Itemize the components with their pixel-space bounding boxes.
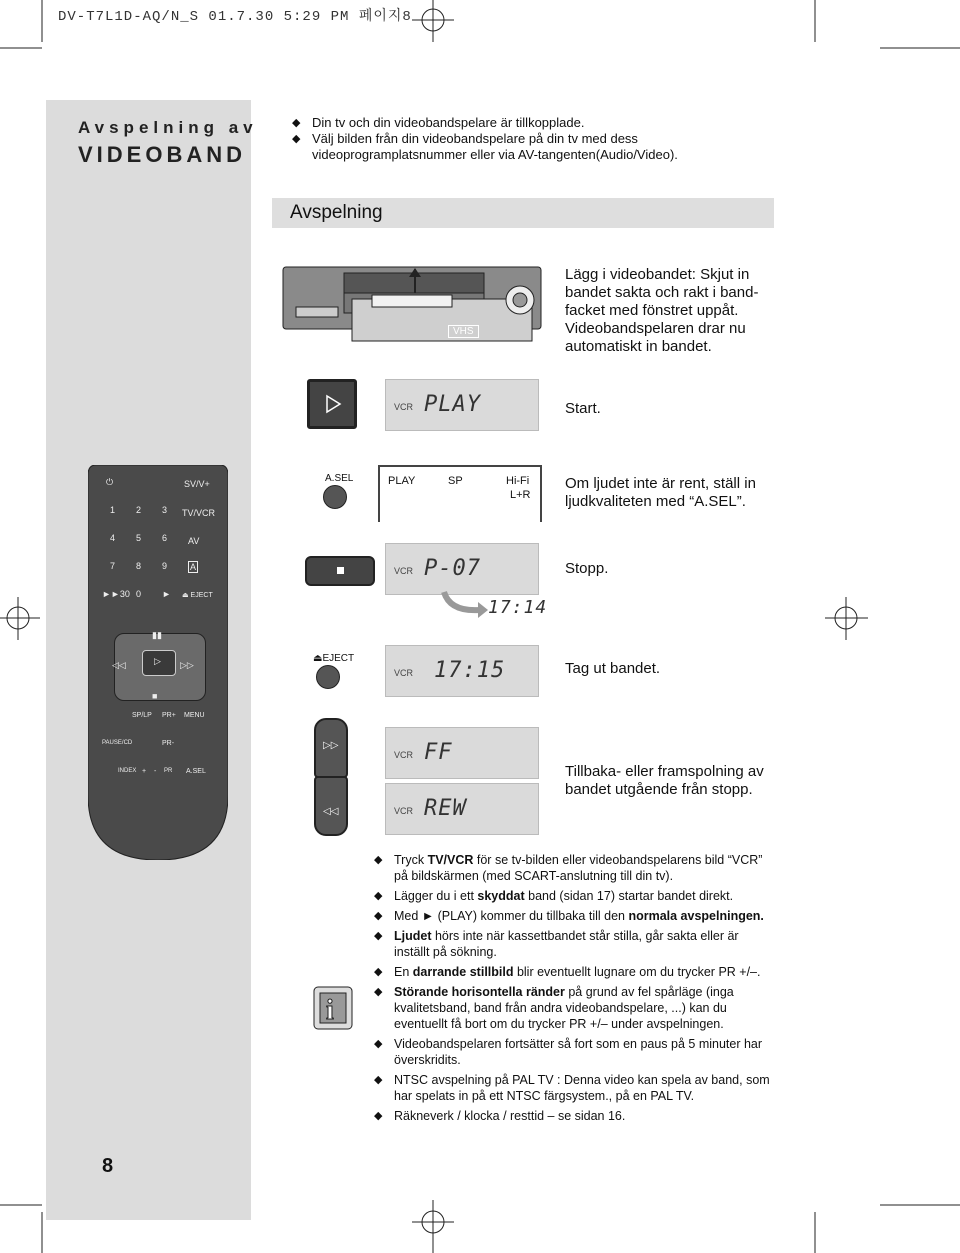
remote-key[interactable]: 2 [136, 505, 142, 515]
intro-bullet: ◆ Välj bilden från din videobandspelare på din tv med dess [292, 131, 678, 147]
remote-key[interactable]: SV/V+ [184, 479, 210, 489]
play-icon: ▷ [154, 656, 161, 666]
vcr-display-eject [385, 645, 539, 697]
remote-key[interactable]: MENU [184, 712, 205, 719]
note-item: ◆ Med ► (PLAY) kommer du tillbaka till den normala avspelningen. [374, 908, 774, 924]
remote-key[interactable]: A.SEL [186, 768, 206, 775]
note-item: ◆ Lägger du i ett skyddat band (sidan 17) startar bandet direkt. [374, 888, 774, 904]
remote-key[interactable]: SP/LP [132, 712, 152, 719]
ff-button[interactable] [314, 718, 348, 778]
osd-play: PLAY [388, 475, 416, 487]
eject-text: EJECT [322, 653, 355, 664]
asel-button[interactable] [323, 485, 347, 509]
osd-lr: L+R [510, 489, 531, 501]
remote-key[interactable]: PR- [162, 740, 175, 747]
vcr-indicator: VCR [394, 402, 414, 412]
ffrew-line: bandet utgående från stopp. [565, 781, 753, 798]
vcr-indicator: VCR [394, 806, 414, 816]
remote-key[interactable]: INDEX [118, 768, 137, 774]
notes-list [374, 852, 774, 1128]
vcr-display-play [385, 379, 539, 431]
eject-button[interactable] [316, 665, 340, 689]
remote-key[interactable]: A [190, 562, 197, 572]
info-icon [312, 985, 354, 1031]
remote-pause-icon[interactable]: ▮▮ [152, 630, 162, 640]
page-number: 8 [102, 1155, 114, 1177]
section-title: Avspelning [290, 202, 383, 223]
note-item: ◆ Ljudet hörs inte när kassettbandet står stilla, går sakta eller är inställt på sökning. [374, 928, 774, 960]
note-item: ◆ Störande horisontella ränder på grund av fel spårläge (inga kvalitetsband, band från andra videobandspelare, ...) kan du eventuellt få bort om du trycker PR +/– under avspelningen. [374, 984, 774, 1032]
insert-line: automatiskt in bandet. [565, 338, 712, 355]
start-label: Start. [565, 400, 601, 417]
remote-control [88, 465, 228, 860]
note-item: ◆ Videobandspelaren fortsätter så fort som en paus på 5 minuter har överskridits. [374, 1036, 774, 1068]
note-item: ◆ En darrande stillbild blir eventuellt lugnare om du trycker PR +/–. [374, 964, 774, 980]
lcd-readout: REW [424, 796, 467, 821]
remote-key[interactable]: ⏏ EJECT [182, 592, 213, 599]
ffrew-instructions [565, 763, 764, 799]
lcd-readout: P-07 [424, 556, 481, 581]
eject-text-label: Tag ut bandet. [565, 660, 661, 677]
remote-key[interactable]: 8 [136, 561, 142, 571]
insert-line: Lägg i videobandet: Skjut in [565, 266, 750, 283]
clock-readout: 17:14 [488, 597, 548, 618]
arrow-down-icon [440, 590, 490, 620]
remote-key[interactable]: ►►30 [102, 589, 130, 599]
stop-button[interactable] [305, 556, 375, 586]
stop-label: Stopp. [565, 560, 609, 577]
note-item: ◆ Tryck TV/VCR för se tv-bilden eller videobandspelarens bild “VCR” på bildskärmen (med SCART-anslutning till din tv). [374, 852, 774, 884]
eject-label [313, 653, 354, 664]
remote-key[interactable]: PR+ [162, 712, 176, 719]
osd-hifi: Hi-Fi [506, 475, 530, 487]
remote-key[interactable]: - [154, 768, 157, 775]
stop-icon [337, 567, 344, 574]
insert-line: facket med fönstret uppåt. [565, 302, 739, 319]
eject-icon: ⏏ [313, 653, 323, 664]
lcd-readout: PLAY [424, 392, 481, 417]
vcr-indicator: VCR [394, 750, 414, 760]
ffrew-line: Tillbaka- eller framspolning av [565, 763, 764, 780]
remote-key[interactable]: 4 [110, 533, 116, 543]
osd-sp: SP [448, 475, 463, 487]
asel-label: A.SEL [325, 473, 354, 484]
remote-key[interactable]: 7 [110, 561, 116, 571]
note-item: ◆ NTSC avspelning på PAL TV : Denna video kan spela av band, som har spelats in på ett NTSC färgsystem., på en PAL TV. [374, 1072, 774, 1104]
file-header: DV-T7L1D-AQ/N_S 01.7.30 5:29 PM 페이지8 [58, 9, 412, 25]
intro-bullet: ◆ Din tv och din videobandspelare är tillkopplade. [292, 115, 678, 131]
note-item: ◆ Räkneverk / klocka / resttid – se sidan 16. [374, 1108, 774, 1124]
osd-screen [378, 465, 542, 522]
remote-play-button[interactable] [142, 650, 176, 676]
title-line1: Avspelning av [78, 118, 258, 137]
lcd-readout: FF [424, 740, 453, 765]
vcr-indicator: VCR [394, 668, 414, 678]
remote-key[interactable]: + [142, 768, 147, 775]
insert-line: Videobandspelaren drar nu [565, 320, 746, 337]
vcr-deck-illustration [282, 265, 544, 345]
remote-key[interactable]: AV [188, 536, 200, 546]
rewind-icon: ◁◁ [323, 806, 339, 817]
vcr-display-stop [385, 543, 539, 595]
remote-key[interactable]: 3 [162, 505, 168, 515]
remote-key[interactable]: 0 [136, 589, 142, 599]
vcr-indicator: VCR [394, 566, 414, 576]
remote-key[interactable]: ► [162, 589, 171, 599]
lcd-readout: 17:15 [434, 658, 506, 683]
remote-key[interactable]: 9 [162, 561, 168, 571]
vcr-display-rew [385, 783, 539, 835]
intro-bullet-continuation: videoprogramplatsnummer eller via AV-tangenten(Audio/Video). [312, 147, 678, 162]
remote-key[interactable]: 5 [136, 533, 142, 543]
asel-instructions [565, 475, 756, 511]
insert-instructions [565, 266, 758, 356]
vcr-display-ff [385, 727, 539, 779]
asel-line: ljudkvaliteten med “A.SEL”. [565, 493, 746, 510]
remote-key[interactable]: 1 [110, 505, 116, 515]
svg-text:i: i [326, 995, 334, 1026]
remote-key[interactable]: 6 [162, 533, 168, 543]
play-button[interactable] [307, 379, 357, 429]
vhs-label: VHS [448, 325, 479, 338]
remote-key[interactable]: PAUSE/CD [102, 740, 133, 746]
power-icon[interactable]: ⏻ [106, 477, 114, 487]
remote-key[interactable]: PR [164, 768, 173, 774]
remote-key[interactable]: TV/VCR [182, 508, 216, 518]
asel-line: Om ljudet inte är rent, ställ in [565, 475, 756, 492]
title-line2: VIDEOBAND [78, 142, 247, 167]
intro-bullets [292, 115, 678, 163]
rew-button[interactable] [314, 776, 348, 836]
insert-line: bandet sakta och rakt i band- [565, 284, 759, 301]
remote-rewind-icon[interactable]: ◁◁ [112, 660, 126, 670]
remote-stop-icon[interactable]: ■ [152, 691, 158, 701]
remote-ff-icon[interactable]: ▷▷ [180, 660, 194, 670]
fast-forward-icon: ▷▷ [323, 740, 339, 751]
